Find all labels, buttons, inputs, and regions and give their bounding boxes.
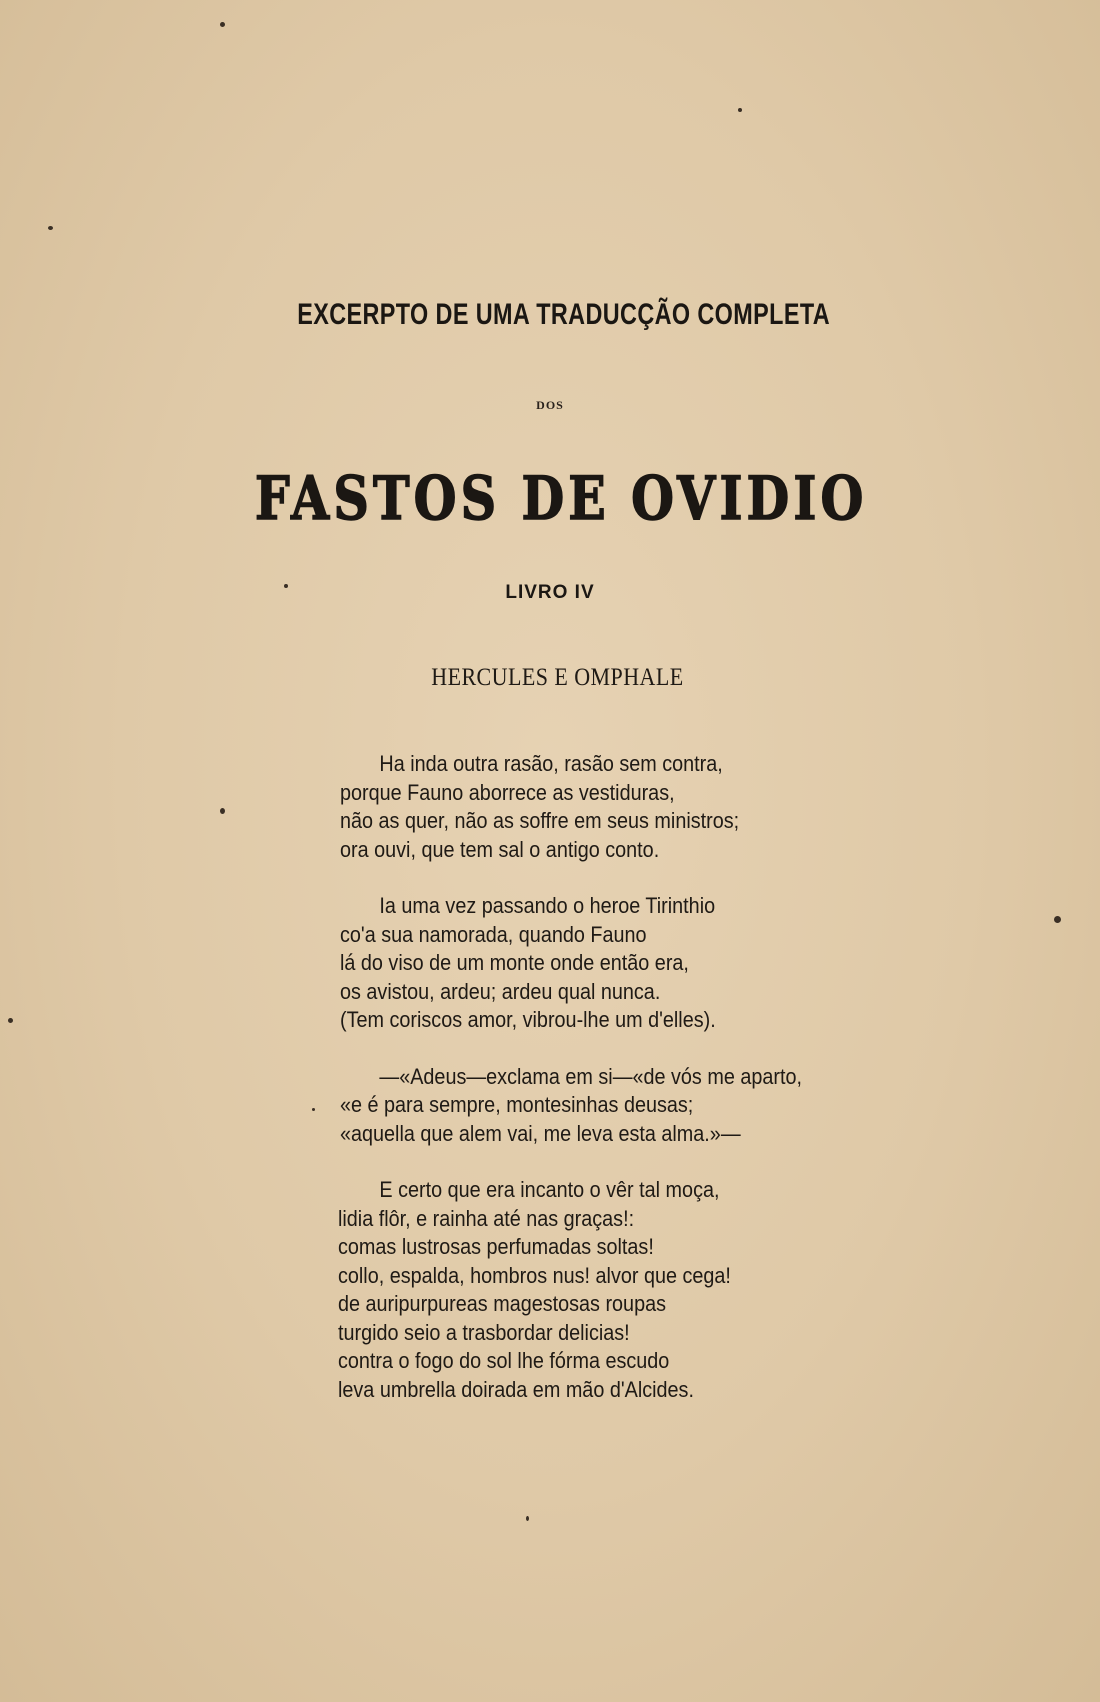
poem-line: os avistou, ardeu; ardeu qual nunca. — [340, 978, 661, 1004]
poem-line: Ia uma vez passando o heroe Tirinthio — [379, 893, 716, 918]
poem-line: turgido seio a trasbordar delicias! — [338, 1319, 630, 1345]
poem-line: comas lustrosas perfumadas soltas! — [338, 1234, 654, 1259]
poem-line: co'a sua namorada, quando Fauno — [340, 921, 647, 947]
paper-speck — [738, 108, 742, 112]
poem-line: ora ouvi, que tem sal o antigo conto. — [340, 836, 660, 862]
poem-line: (Tem coriscos amor, vibrou-lhe um d'elles). — [340, 1007, 716, 1032]
stanza — [340, 750, 996, 864]
stanza — [340, 892, 996, 1035]
connector-word: DOS — [536, 398, 564, 412]
page-title — [135, 298, 993, 332]
poem-line: lá do viso de um monte onde então era, — [340, 950, 689, 975]
paper-speck — [48, 226, 53, 230]
poem-line: Ha inda outra rasão, rasão sem contra, — [379, 751, 723, 776]
stanza — [338, 1176, 996, 1404]
poem-line: «e é para sempre, montesinhas deusas; — [340, 1092, 694, 1117]
paper-speck — [526, 1516, 529, 1521]
paper-speck — [1054, 916, 1061, 923]
paper-speck — [8, 1018, 13, 1023]
book-heading: LIVRO IV — [505, 582, 595, 603]
bleed-through-texture — [275, 150, 1095, 710]
work-title — [110, 464, 1012, 534]
paper-speck — [312, 1108, 315, 1111]
poem-line: —«Adeus—exclama em si—«de vós me aparto, — [379, 1063, 802, 1089]
section-subtitle: HERCULES E OMPHALE — [431, 664, 684, 691]
title-text: EXCERPTO DE UMA TRADUCÇÃO COMPLETA — [297, 298, 831, 331]
poem-line: leva umbrella doirada em mão d'Alcides. — [338, 1376, 694, 1402]
poem-line: não as quer, não as soffre em seus ministros; — [340, 808, 740, 833]
poem-line: porque Fauno aborrece as vestiduras, — [340, 779, 675, 805]
paper-speck — [220, 22, 225, 27]
poem-line: «aquella que alem vai, me leva esta alma.»— — [340, 1120, 741, 1146]
poem-line: contra o fogo do sol lhe fórma escudo — [338, 1348, 670, 1373]
poem — [338, 750, 996, 1432]
poem-line: E certo que era incanto o vêr tal moça, — [379, 1177, 720, 1202]
poem-line: lidia flôr, e rainha até nas graças!: — [338, 1205, 635, 1231]
work-title-text: FASTOS DE OVIDIO — [254, 464, 868, 534]
poem-line: de auripurpureas magestosas roupas — [338, 1291, 667, 1316]
poem-line: collo, espalda, hombros nus! alvor que cega! — [338, 1262, 731, 1288]
paper-speck — [220, 808, 225, 814]
stanza — [340, 1063, 996, 1149]
